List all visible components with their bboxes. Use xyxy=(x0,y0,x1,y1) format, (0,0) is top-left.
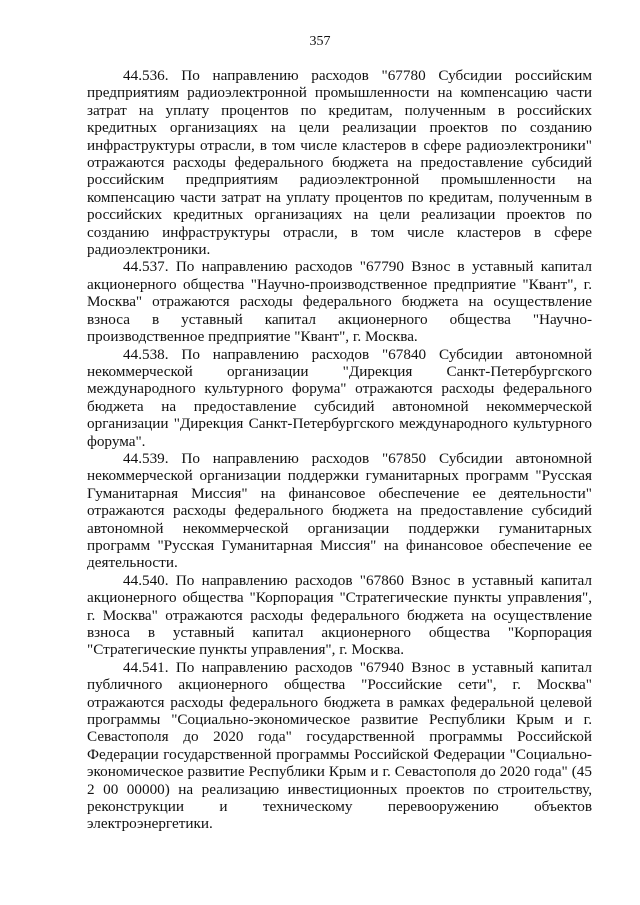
paragraph-44-539: 44.539. По направлению расходов "67850 Субсидии автономной некоммерческой организации поддержки гуманитарных программ "Русская Гуманитарная Миссия" на финансовое обеспечение ее деятельности" отражаются расходы федерального бюджета на предоставление субсидий автономной некоммерческой организации поддержки гуманитарных программ "Русская Гуманитарная Миссия" на финансовое обеспечение ее деятельности. xyxy=(87,449,592,572)
paragraph-44-540: 44.540. По направлению расходов "67860 Взнос в уставный капитал акционерного общества "Корпорация "Стратегические пункты управления", г. Москва" отражаются расходы федерального бюджета на осуществление взноса в уставный капитал акционерного общества "Корпорация "Стратегические пункты управления", г. Москва. xyxy=(87,571,592,659)
document-body xyxy=(87,67,592,833)
paragraph-44-538: 44.538. По направлению расходов "67840 Субсидии автономной некоммерческой организации "Дирекция Санкт-Петербургского международного культурного форума" отражаются расходы федерального бюджета на предоставление субсидий автономной некоммерческой организации "Дирекция Санкт-Петербургского международного культурного форума". xyxy=(87,345,592,450)
paragraph-44-537: 44.537. По направлению расходов "67790 Взнос в уставный капитал акционерного общества "Научно-производственное предприятие "Квант", г. Москва" отражаются расходы федерального бюджета на осуществление взноса в уставный капитал акционерного общества "Научно-производственное предприятие "Квант", г. Москва. xyxy=(87,258,592,346)
paragraph-44-536: 44.536. По направлению расходов "67780 Субсидии российским предприятиям радиоэлектронной промышленности на компенсацию части затрат на уплату процентов по кредитам, полученным в российских кредитных организациях на цели реализации проектов по созданию инфраструктуры отрасли, в том числе кластеров в сфере радиоэлектроники" отражаются расходы федерального бюджета на предоставление субсидий российским предприятиям радиоэлектронной промышленности на компенсацию части затрат на уплату процентов по кредитам, полученным в российских кредитных организациях на цели реализации проектов по созданию инфраструктуры отрасли, в том числе кластеров в сфере радиоэлектроники. xyxy=(87,67,592,259)
paragraph-44-541: 44.541. По направлению расходов "67940 Взнос в уставный капитал публичного акционерного общества "Российские сети", г. Москва" отражаются расходы федерального бюджета в рамках федеральной целевой программы "Социально-экономическое развитие Республики Крым и г. Севастополя до 2020 года" государственной программы Российской Федерации государственной программы Российской Федерации "Социально-экономическое развитие Республики Крым и г. Севастополя до 2020 года" (45 2 00 00000) на реализацию инвестиционных проектов по строительству, реконструкции и техническому перевооружению объектов электроэнергетики. xyxy=(87,658,592,833)
page-number: 357 xyxy=(309,34,331,49)
